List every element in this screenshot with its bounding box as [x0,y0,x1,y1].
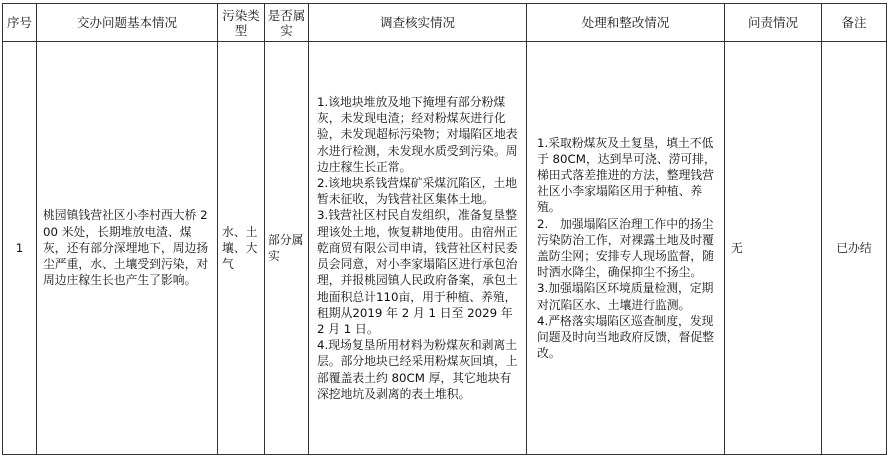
header-basic: 交办问题基本情况 [37,4,218,42]
header-row [3,4,887,42]
cell-handle: 1.采取粉煤灰及土复垦，填土不低于 80CM，达到旱可浇、涝可排，梯田式落差推进的方法，整理钱营社区小李家塌陷区用于种植、养殖。 2. 加强塌陷区治理工作中的扬尘污染防治工作，对裸露土地及时覆盖防尘网；安排专人现场监督，随时洒水降尘，确保抑尘不扬尘。 3.加强塌陷区环境质量检测，定期对沉陷区水、土壤进行监测。 4.严格落实塌陷区巡查制度，发现问题及时向当地政府反馈，督促整改。 [527,42,725,455]
header-seq: 序号 [3,4,37,42]
cell-type: 水、土壤、大气 [218,42,265,455]
cell-basic: 桃园镇钱营社区小李村西大桥 200 米处，长期堆放电渣、煤灰，还有部分深埋地下，周边扬尘严重，水、土壤受到污染，对周边庄稼生长也产生了影响。 [37,42,218,455]
header-verify: 调查核实情况 [309,4,527,42]
header-duty: 问责情况 [725,4,822,42]
table-row [3,42,887,455]
header-note: 备注 [822,4,887,42]
cell-note: 已办结 [822,42,887,455]
cell-verify: 1.该地块堆放及地下掩埋有部分粉煤灰，未发现电渣；经对粉煤灰进行化验，未发现超标污染物；对塌陷区地表水进行检测，未发现水质受到污染。周边庄稼生长正常。 2.该地块系钱营煤矿采煤沉陷区，土地暂未征收，为钱营社区集体土地。 3.钱营社区村民自发组织，准备复垦整理该处土地，恢复耕地使用。由宿州正乾商贸有限公司申请，钱营社区村民委员会同意，对小李家塌陷区进行承包治理，并报桃园镇人民政府备案，承包土地面积总计110亩，用于种植、养殖，租期从2019 年 2 月 1 日至 2029 年 2 月 1 日。 4.现场复垦所用材料为粉煤灰和剥离土层。部分地块已经采用粉煤灰回填，上部覆盖表土约 80CM 厚，其它地块有深挖地坑及剥离的表土堆积。 [309,42,527,455]
header-handle: 处理和整改情况 [527,4,725,42]
cell-duty: 无 [725,42,822,455]
cell-seq: 1 [3,42,37,455]
case-table [2,3,887,455]
cell-belong: 部分属实 [265,42,309,455]
header-belong: 是否属实 [265,4,309,42]
header-type: 污染类型 [218,4,265,42]
